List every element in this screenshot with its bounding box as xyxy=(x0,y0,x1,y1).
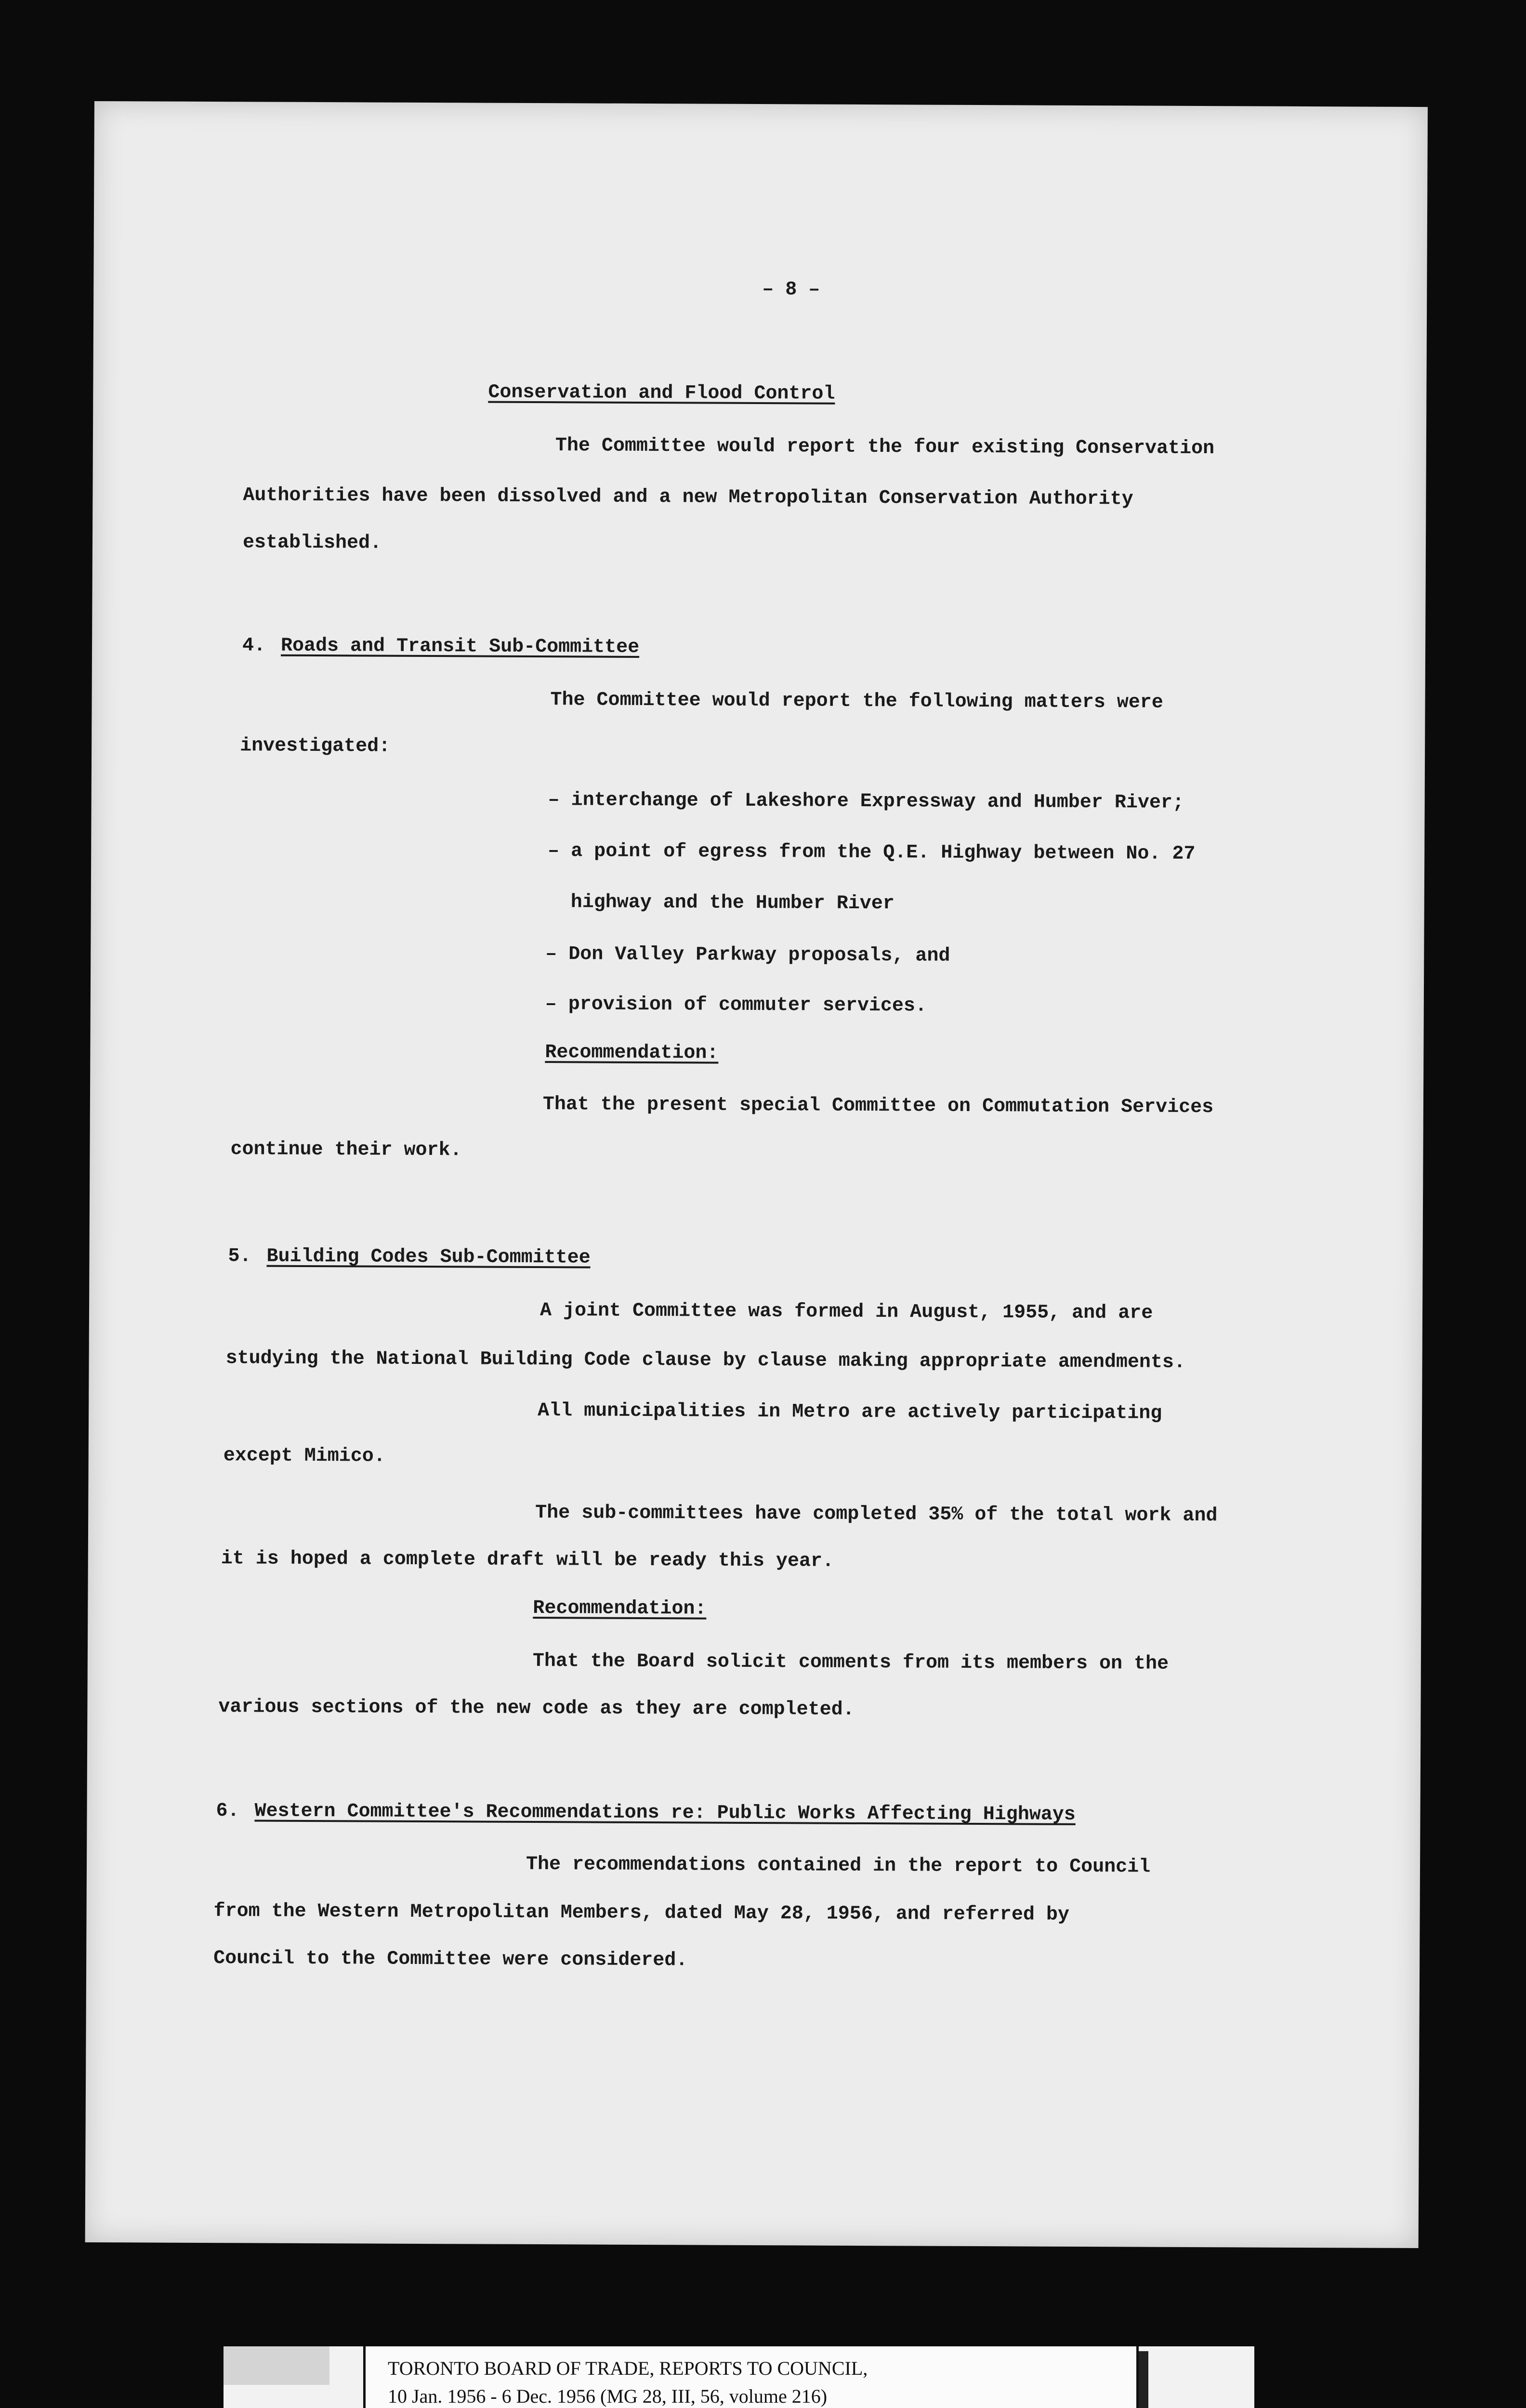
paragraph-line: from the Western Metropolitan Members, dated May 28, 1956, and referred by xyxy=(213,1900,1069,1926)
paragraph-line: A joint Committee was formed in August, 1955, and are xyxy=(539,1300,1153,1324)
section-heading-conservation: Conservation and Flood Control xyxy=(488,381,835,405)
section-heading-roads: Roads and Transit Sub-Committee xyxy=(280,635,640,658)
paragraph-line: investigated: xyxy=(240,735,391,758)
list-item: – a point of egress from the Q.E. Highway between No. 27 xyxy=(548,840,1196,865)
label-card-notch xyxy=(224,2346,329,2385)
section-heading-western: Western Committee's Recommendations re: Public Works Affecting Highways xyxy=(254,1800,1076,1826)
paragraph-line: various sections of the new code as they are completed. xyxy=(218,1696,855,1721)
list-item: – interchange of Lakeshore Expressway and Humber River; xyxy=(548,789,1184,814)
recommendation-label: Recommendation: xyxy=(533,1597,707,1620)
paragraph-line: Council to the Committee were considered. xyxy=(213,1948,688,1972)
paragraph-line: The sub-committees have completed 35% of the total work and xyxy=(535,1502,1218,1527)
page-number: – 8 – xyxy=(762,279,820,301)
paragraph-line: except Mimico. xyxy=(223,1445,385,1467)
paragraph-line: studying the National Building Code clause by clause making appropriate amendments. xyxy=(225,1348,1186,1374)
paragraph-line: established. xyxy=(242,532,382,554)
section-number-6: 6. xyxy=(216,1800,239,1822)
archive-label-card xyxy=(224,2346,1254,2408)
paragraph-line: Authorities have been dissolved and a new Metropolitan Conservation Authority xyxy=(243,484,1133,510)
catalog-label xyxy=(363,2346,1139,2408)
paragraph-line: continue their work. xyxy=(230,1139,462,1162)
section-number-4: 4. xyxy=(242,635,266,657)
paragraph-line: it is hoped a complete draft will be ready this year. xyxy=(221,1548,834,1572)
catalog-line-1: TORONTO BOARD OF TRADE, REPORTS TO COUNCIL, xyxy=(388,2357,868,2379)
paragraph-line: That the present special Committee on Commutation Services xyxy=(542,1094,1214,1119)
list-item: – Don Valley Parkway proposals, and xyxy=(545,943,950,967)
section-heading-building: Building Codes Sub-Committee xyxy=(266,1245,591,1269)
paragraph-line: The recommendations contained in the report to Council xyxy=(526,1853,1151,1878)
document-page xyxy=(85,101,1428,2248)
list-item: – provision of commuter services. xyxy=(545,994,927,1017)
catalog-line-2: 10 Jan. 1956 - 6 Dec. 1956 (MG 28, III, 56, volume 216) xyxy=(388,2385,828,2407)
paragraph-line: All municipalities in Metro are actively participating xyxy=(538,1400,1162,1425)
section-number-5: 5. xyxy=(228,1245,251,1268)
recommendation-label: Recommendation: xyxy=(545,1042,719,1064)
paragraph-line: The Committee would report the following matters were xyxy=(550,689,1163,714)
paragraph-line: That the Board solicit comments from its members on the xyxy=(532,1650,1169,1675)
list-item-continuation: highway and the Humber River xyxy=(570,891,895,915)
paragraph-line: The Committee would report the four existing Conservation xyxy=(555,435,1215,460)
